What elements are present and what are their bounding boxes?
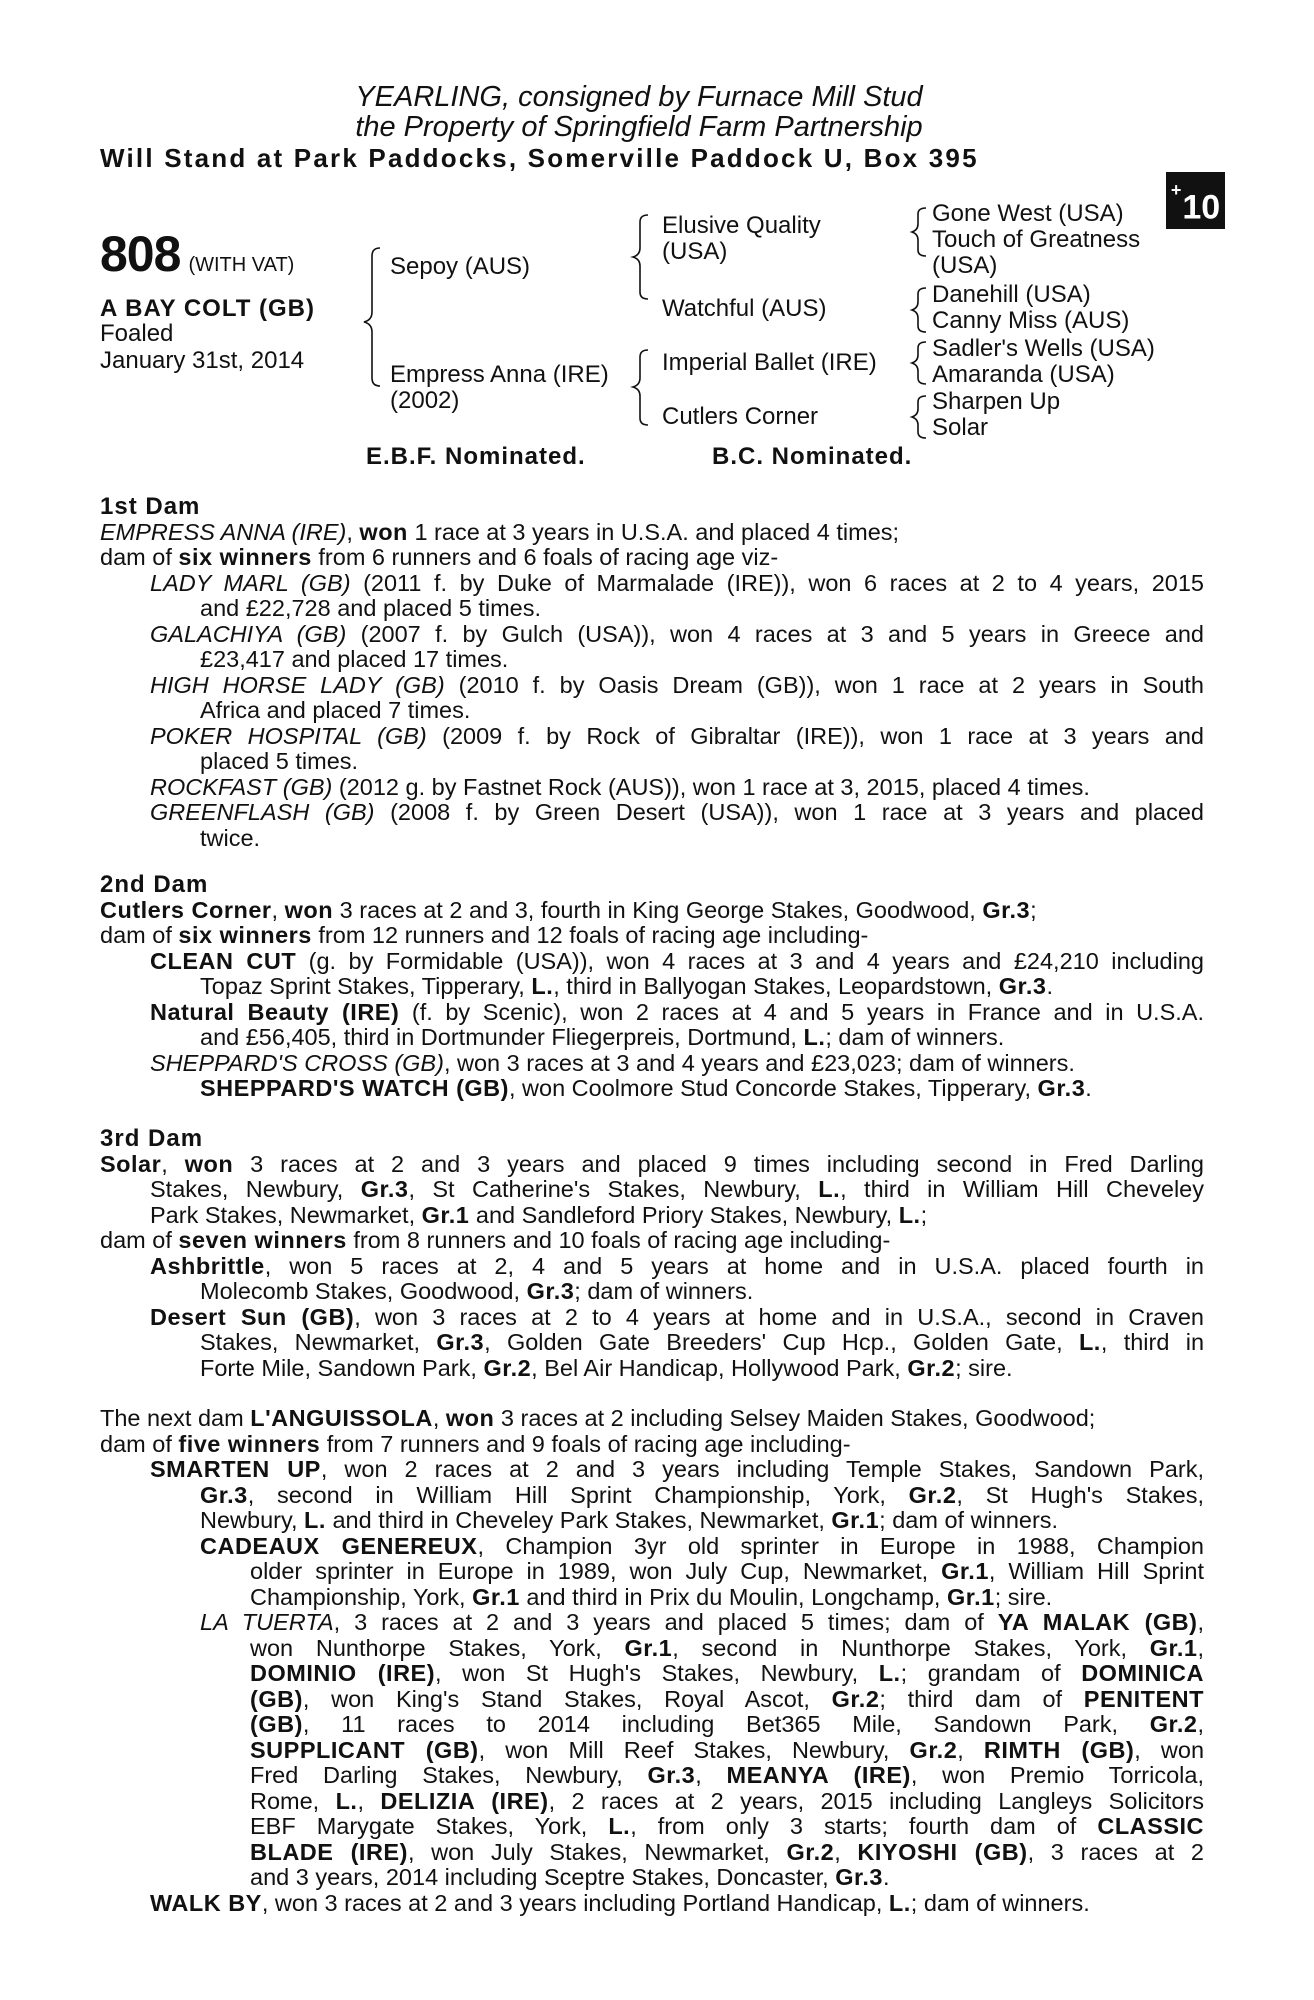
pedigree-sire-dam: Watchful (AUS) — [662, 295, 827, 322]
pedigree-sds: Danehill (USA) — [932, 281, 1091, 308]
pedigree-ss-name: Elusive Quality — [662, 212, 821, 239]
brace-ds — [912, 342, 926, 384]
first-dam-section — [100, 494, 1204, 851]
second-dam-produce-line: dam of six winners from 12 runners and 12 foals of racing age including- — [100, 922, 869, 948]
brace-ss — [912, 208, 926, 256]
pedigree-dam-sire: Imperial Ballet (IRE) — [662, 349, 877, 376]
list-item-cont: and £56,405, third in Dortmunder Fliegerpreis, Dortmund, L.; dam of winners. — [200, 1024, 1005, 1050]
list-item: HIGH HORSE LADY (GB) (2010 f. by Oasis Dream (GB)), won 1 race at 2 years in South — [150, 671, 1204, 698]
pedigree-dam — [390, 362, 609, 414]
list-item: WALK BY, won 3 races at 2 and 3 years including Portland Handicap, L.; dam of winners. — [150, 1889, 1090, 1916]
header-location: Will Stand at Park Paddocks, Somerville Paddock U, Box 395 — [100, 143, 979, 173]
list-item-cont: (GB), 11 races to 2014 including Bet365 Mile, Sandown Park, Gr.2, — [250, 1711, 1204, 1737]
third-dam-produce-line: dam of seven winners from 8 runners and 10 foals of racing age including- — [100, 1227, 891, 1253]
brace-dd — [912, 396, 926, 438]
pedigree-dam-name: Empress Anna (IRE) — [390, 361, 609, 388]
bc-nominated: B.C. Nominated. — [712, 443, 913, 470]
list-item-cont: Newbury, L. and third in Cheveley Park Stakes, Newmarket, Gr.1; dam of winners. — [200, 1507, 1059, 1533]
list-item-cont: (GB), won King's Stand Stakes, Royal Ascot, Gr.2; third dam of PENITENT — [250, 1685, 1204, 1712]
second-dam-line: Cutlers Corner, won 3 races at 2 and 3, fourth in King George Stakes, Goodwood, Gr.3; — [100, 896, 1037, 923]
list-item: POKER HOSPITAL (GB) (2009 f. by Rock of Gibraltar (IRE)), won 1 race at 3 years and — [150, 722, 1204, 749]
first-dam-heading: 1st Dam — [100, 493, 201, 520]
list-item-cont: older sprinter in Europe in 1989, won July Cup, Newmarket, Gr.1, William Hill Sprint — [250, 1558, 1204, 1584]
pedigree-dsd: Amaranda (USA) — [932, 361, 1115, 388]
pedigree-ddd: Solar — [932, 414, 989, 441]
foaled-label: Foaled — [100, 320, 174, 347]
lot-description: A BAY COLT (GB) — [100, 295, 316, 322]
badge-number: 10 — [1182, 188, 1221, 227]
list-item: GREENFLASH (GB) (2008 f. by Green Desert (USA)), won 1 race at 3 years and placed — [150, 799, 1205, 825]
third-dam-section — [100, 1126, 1204, 1381]
lot-number: 808 — [100, 226, 181, 282]
second-dam-section — [100, 872, 1204, 1102]
list-item: SMARTEN UP, won 2 races at 2 and 3 years including Temple Stakes, Sandown Park, — [150, 1456, 1204, 1482]
pedigree-ssd-country: (USA) — [932, 252, 998, 279]
next-dam-section — [100, 1406, 1204, 1916]
foaled-date: January 31st, 2014 — [100, 347, 305, 374]
brace-sd — [912, 288, 926, 332]
list-item: LA TUERTA, 3 races at 2 and 3 years and placed 5 times; dam of YA MALAK (GB), — [200, 1609, 1204, 1635]
list-item-cont: twice. — [200, 824, 261, 851]
list-item-cont: Forte Mile, Sandown Park, Gr.2, Bel Air Handicap, Hollywood Park, Gr.2; sire. — [200, 1354, 1013, 1381]
brace-dam — [633, 350, 648, 425]
list-item: LADY MARL (GB) (2011 f. by Duke of Marmalade (IRE)), won 6 races at 2 to 4 years, 2015 — [150, 569, 1205, 596]
ebf-nominated: E.B.F. Nominated. — [366, 443, 586, 470]
list-item: GALACHIYA (GB) (2007 f. by Gulch (USA)), won 4 races at 3 and 5 years in Greece and — [150, 620, 1205, 647]
header-property: the Property of Springfield Farm Partnership — [355, 111, 923, 143]
brace-sire — [633, 215, 648, 299]
list-item-cont: BLADE (IRE), won July Stakes, Newmarket, Gr.2, KIYOSHI (GB), 3 races at 2 — [250, 1838, 1204, 1865]
list-item-cont: DOMINIO (IRE), won St Hugh's Stakes, Newbury, L.; grandam of DOMINICA — [250, 1660, 1204, 1686]
pedigree-dds: Sharpen Up — [932, 388, 1061, 415]
list-item-cont: placed 5 times. — [200, 748, 359, 774]
list-item-cont: and £22,728 and placed 5 times. — [200, 595, 542, 621]
pedigree-dam-dam: Cutlers Corner — [662, 403, 819, 430]
first-dam-line: EMPRESS ANNA (IRE), won 1 race at 3 years in U.S.A. and placed 4 times; — [100, 518, 900, 545]
list-item: CADEAUX GENEREUX, Champion 3yr old sprinter in Europe in 1988, Champion — [200, 1532, 1204, 1559]
pedigree-sdd: Canny Miss (AUS) — [932, 307, 1130, 334]
pedigree-dam-year: (2002) — [390, 387, 460, 414]
list-item-cont: won Nunthorpe Stakes, York, Gr.1, second in Nunthorpe Stakes, York, Gr.1, — [250, 1634, 1205, 1661]
list-item-cont: EBF Marygate Stakes, York, L., from only 3 starts; fourth dam of CLASSIC — [250, 1813, 1204, 1839]
list-item: Natural Beauty (IRE) (f. by Scenic), won 2 races at 4 and 5 years in France and in U.S.A. — [150, 998, 1204, 1025]
badge-prefix: + — [1170, 180, 1182, 200]
pedigree-sss: Gone West (USA) — [932, 200, 1124, 227]
list-item-cont: Africa and placed 7 times. — [200, 697, 471, 723]
next-dam-line: The next dam L'ANGUISSOLA, won 3 races at 2 including Selsey Maiden Stakes, Goodwood; — [100, 1405, 1096, 1431]
pedigree-ss-country: (USA) — [662, 238, 728, 265]
pedigree-sire: Sepoy (AUS) — [390, 253, 531, 280]
list-item-cont: Molecomb Stakes, Goodwood, Gr.3; dam of winners. — [200, 1278, 754, 1304]
third-dam-line: Solar, won 3 races at 2 and 3 years and placed 9 times including second in Fred Darling — [100, 1150, 1205, 1177]
header-consignor: YEARLING, consigned by Furnace Mill Stud — [355, 81, 923, 113]
list-item-cont: and 3 years, 2014 including Sceptre Stakes, Doncaster, Gr.3. — [250, 1864, 890, 1890]
lot-vat: (WITH VAT) — [188, 254, 295, 276]
list-item-cont: Rome, L., DELIZIA (IRE), 2 races at 2 years, 2015 including Langleys Solicitors — [250, 1787, 1204, 1814]
list-item: ROCKFAST (GB) (2012 g. by Fastnet Rock (AUS)), won 1 race at 3, 2015, placed 4 times. — [150, 773, 1090, 800]
list-item-cont: Championship, York, Gr.1 and third in Prix du Moulin, Longchamp, Gr.1; sire. — [250, 1583, 1053, 1610]
list-item: SHEPPARD'S WATCH (GB), won Coolmore Stud Concorde Stakes, Tipperary, Gr.3. — [200, 1075, 1092, 1101]
second-dam-heading: 2nd Dam — [100, 871, 209, 898]
list-item: Ashbrittle, won 5 races at 2, 4 and 5 years at home and in U.S.A. placed fourth in — [150, 1252, 1204, 1279]
list-item: CLEAN CUT (g. by Formidable (USA)), won 4 races at 3 and 4 years and £24,210 including — [150, 947, 1204, 974]
pedigree-sire-sire — [662, 213, 821, 265]
first-dam-produce-line: dam of six winners from 6 runners and 6 foals of racing age viz- — [100, 544, 779, 570]
list-item-cont: Gr.3, second in William Hill Sprint Championship, York, Gr.2, St Hugh's Stakes, — [200, 1481, 1204, 1508]
pedigree-ssd — [932, 227, 1140, 279]
list-item-cont: £23,417 and placed 17 times. — [200, 646, 509, 672]
third-dam-heading: 3rd Dam — [100, 1125, 204, 1152]
list-item-cont: Topaz Sprint Stakes, Tipperary, L., third in Ballyogan Stakes, Leopardstown, Gr.3. — [200, 973, 1053, 999]
list-item-cont: SUPPLICANT (GB), won Mill Reef Stakes, Newbury, Gr.2, RIMTH (GB), won — [250, 1736, 1205, 1763]
list-item-cont: Fred Darling Stakes, Newbury, Gr.3, MEANYA (IRE), won Premio Torricola, — [250, 1762, 1204, 1788]
third-dam-line-cont: Stakes, Newbury, Gr.3, St Catherine's Stakes, Newbury, L., third in William Hill Cheveley — [150, 1176, 1204, 1202]
next-dam-produce-line: dam of five winners from 7 runners and 9 foals of racing age including- — [100, 1430, 851, 1457]
list-item: SHEPPARD'S CROSS (GB), won 3 races at 3 and 4 years and £23,023; dam of winners. — [150, 1049, 1075, 1076]
pedigree-ssd-name: Touch of Greatness — [932, 226, 1141, 253]
list-item: Desert Sun (GB), won 3 races at 2 to 4 years at home and in U.S.A., second in Craven — [150, 1303, 1204, 1330]
list-item-cont: Stakes, Newmarket, Gr.3, Golden Gate Breeders' Cup Hcp., Golden Gate, L., third in — [200, 1329, 1205, 1355]
third-dam-line-cont: Park Stakes, Newmarket, Gr.1 and Sandleford Priory Stakes, Newbury, L.; — [150, 1201, 928, 1228]
brace-main — [364, 248, 380, 386]
pedigree-dss: Sadler's Wells (USA) — [932, 335, 1155, 362]
